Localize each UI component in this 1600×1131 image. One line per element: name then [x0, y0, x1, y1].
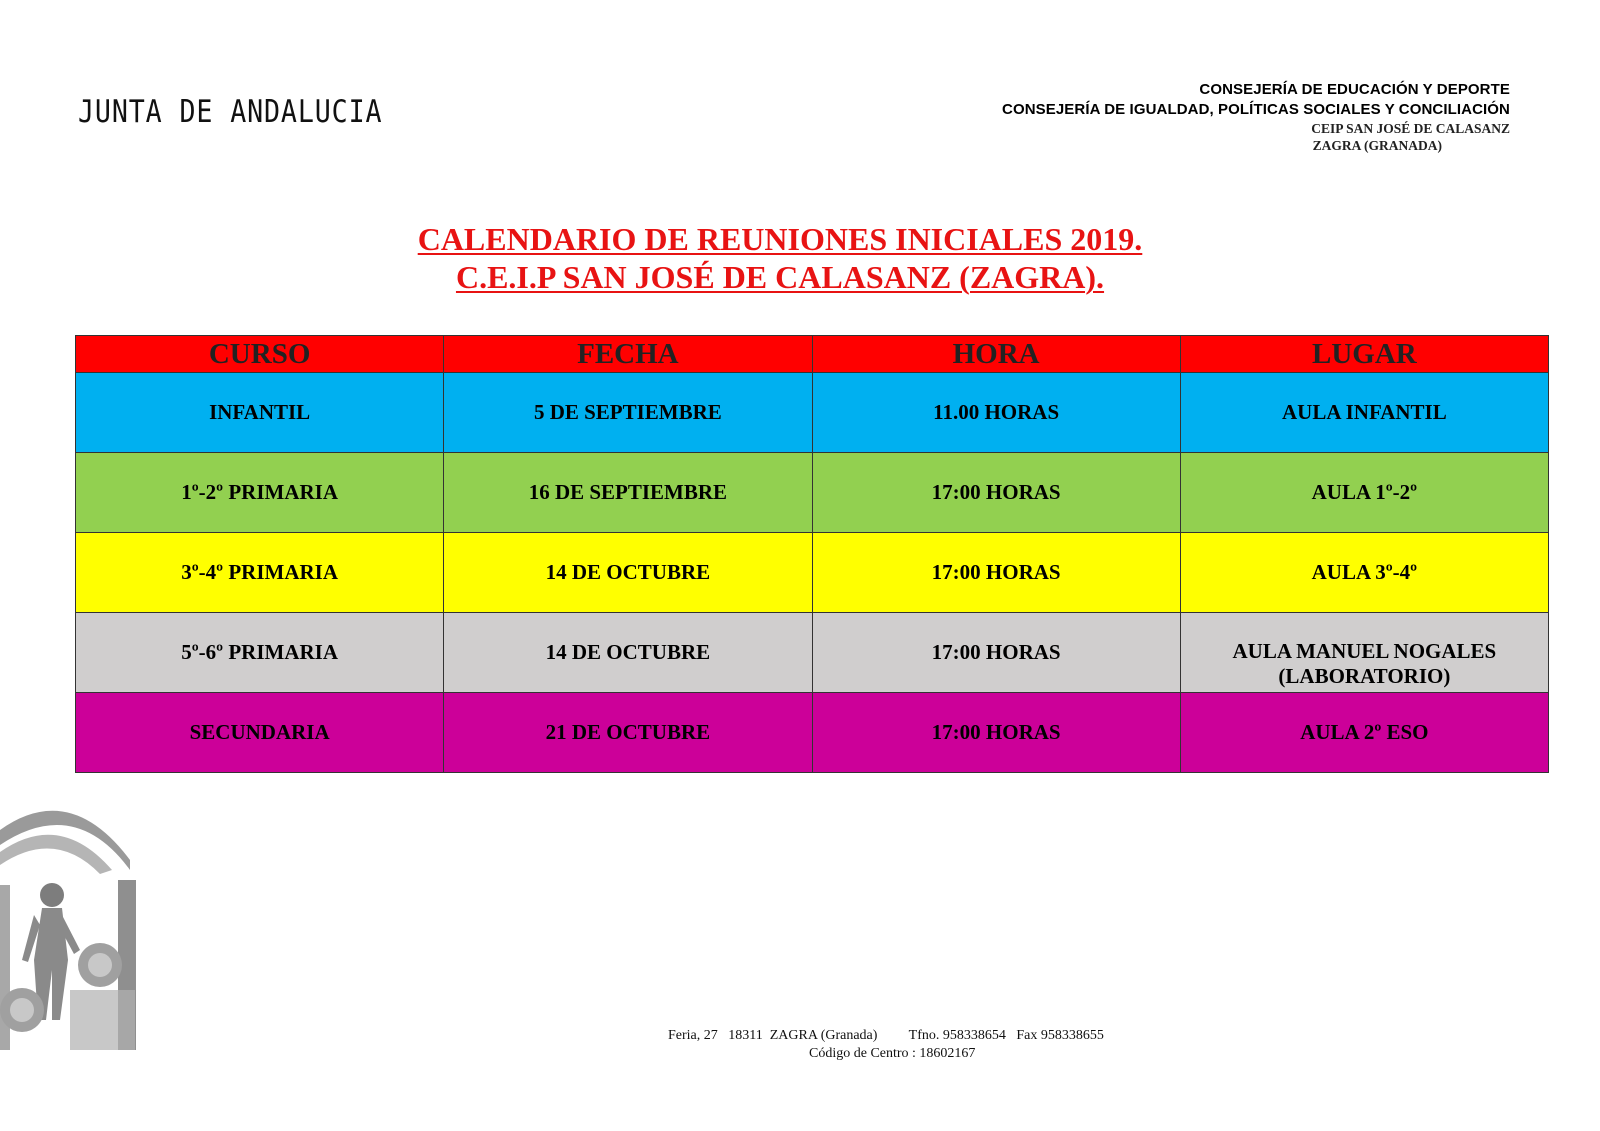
footer-address: Feria, 27 18311 ZAGRA (Granada) Tfno. 958338654 Fax 958338655 [668, 1028, 1104, 1043]
cell-curso: 3º-4º PRIMARIA [76, 533, 444, 613]
cell-fecha: 14 DE OCTUBRE [444, 533, 812, 613]
col-header-hora: HORA [812, 336, 1180, 373]
col-header-curso: CURSO [76, 336, 444, 373]
table-row [76, 693, 1549, 773]
cell-lugar-line-2: (LABORATORIO) [1278, 663, 1451, 688]
table-row [76, 373, 1549, 453]
cell-hora: 17:00 HORAS [812, 533, 1180, 613]
page-title [0, 220, 1560, 296]
consejeria-educacion: CONSEJERÍA DE EDUCACIÓN Y DEPORTE [1199, 81, 1510, 98]
cell-hora: 17:00 HORAS [812, 453, 1180, 533]
school-name: CEIP SAN JOSÉ DE CALASANZ [1311, 121, 1510, 136]
consejeria-igualdad: CONSEJERÍA DE IGUALDAD, POLÍTICAS SOCIALES Y CONCILIACIÓN [1002, 101, 1510, 118]
title-line-1: CALENDARIO DE REUNIONES INICIALES 2019. [417, 221, 1143, 257]
cell-fecha: 14 DE OCTUBRE [444, 613, 812, 693]
cell-curso: INFANTIL [76, 373, 444, 453]
cell-lugar: AULA 1º-2º [1180, 453, 1548, 533]
header-institution [1002, 82, 1510, 155]
cell-lugar-line-1: AULA MANUEL NOGALES [1232, 638, 1497, 663]
col-header-fecha: FECHA [444, 336, 812, 373]
cell-hora: 17:00 HORAS [812, 693, 1180, 773]
col-header-lugar: LUGAR [1180, 336, 1548, 373]
schedule-table [75, 335, 1549, 773]
cell-fecha: 16 DE SEPTIEMBRE [444, 453, 812, 533]
cell-hora: 17:00 HORAS [812, 613, 1180, 693]
andalucia-emblem-icon [0, 790, 140, 1060]
cell-lugar: AULA 3º-4º [1180, 533, 1548, 613]
cell-curso: 1º-2º PRIMARIA [76, 453, 444, 533]
cell-lugar [1180, 613, 1548, 693]
cell-fecha: 5 DE SEPTIEMBRE [444, 373, 812, 453]
table-row [76, 613, 1549, 693]
cell-curso: 5º-6º PRIMARIA [76, 613, 444, 693]
cell-lugar: AULA 2º ESO [1180, 693, 1548, 773]
cell-fecha: 21 DE OCTUBRE [444, 693, 812, 773]
footer-center-code: Código de Centro : 18602167 [809, 1046, 976, 1061]
cell-curso: SECUNDARIA [76, 693, 444, 773]
table-row [76, 533, 1549, 613]
title-line-2: C.E.I.P SAN JOSÉ DE CALASANZ (ZAGRA). [455, 259, 1105, 295]
school-location: ZAGRA (GRANADA) [1312, 137, 1442, 153]
junta-logo-text: JUNTA DE ANDALUCIA [78, 94, 383, 130]
table-row [76, 453, 1549, 533]
cell-lugar: AULA INFANTIL [1180, 373, 1548, 453]
table-header-row [76, 336, 1549, 373]
cell-hora: 11.00 HORAS [812, 373, 1180, 453]
